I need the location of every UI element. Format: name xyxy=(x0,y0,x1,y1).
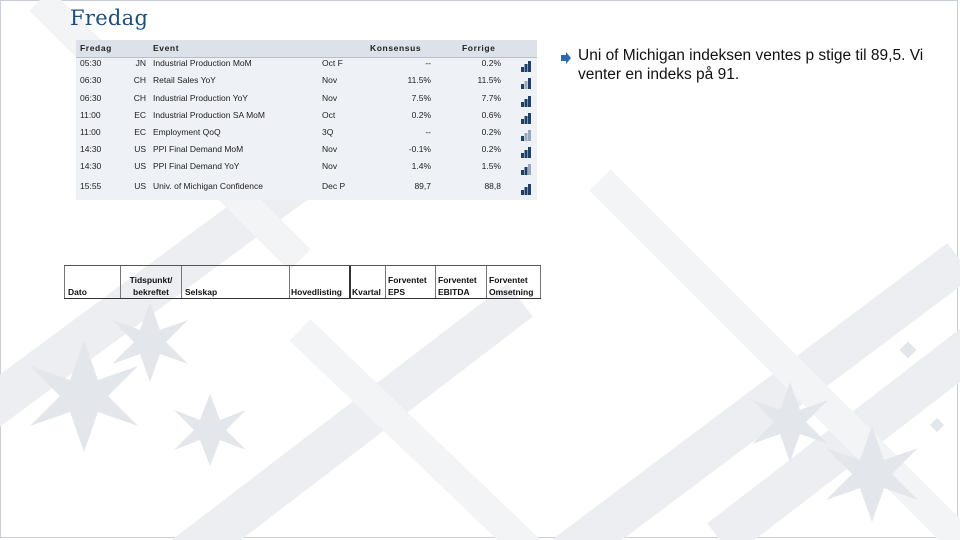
signal-bars-icon[interactable] xyxy=(520,95,532,107)
signal-bars-icon[interactable] xyxy=(520,112,532,124)
row-previous: 1.5% xyxy=(481,161,501,171)
header-consensus: Konsensus xyxy=(370,43,422,53)
header-company: Selskap xyxy=(185,287,218,297)
row-period: Oct xyxy=(322,110,336,120)
row-event: PPI Final Demand MoM xyxy=(153,144,244,154)
row-period: 3Q xyxy=(322,127,334,137)
arrow-bullet-icon xyxy=(560,50,572,62)
header-expected-revenue: Forventet Omsetning xyxy=(489,275,534,297)
column-divider xyxy=(385,266,386,298)
row-previous: 0.2% xyxy=(481,58,501,68)
signal-bars-icon[interactable] xyxy=(520,163,532,175)
signal-bars-icon[interactable] xyxy=(520,77,532,89)
row-time: 14:30 xyxy=(80,161,102,171)
row-previous: 11.5% xyxy=(477,75,501,85)
column-divider xyxy=(64,266,65,298)
row-country: CH xyxy=(133,93,146,103)
row-event: Employment QoQ xyxy=(153,127,221,137)
row-period: Nov xyxy=(322,144,338,154)
row-country: US xyxy=(134,181,146,191)
earnings-table xyxy=(64,265,541,299)
header-expected-ebitda: Forventet EBITDA xyxy=(438,275,477,297)
row-consensus: -- xyxy=(425,127,431,137)
table-row xyxy=(76,58,537,74)
row-consensus: 89,7 xyxy=(414,181,431,191)
row-consensus: 11.5% xyxy=(407,75,431,85)
column-divider xyxy=(486,266,487,298)
row-previous: 0.2% xyxy=(481,127,501,137)
row-previous: 0.6% xyxy=(481,110,501,120)
row-event: PPI Final Demand YoY xyxy=(153,161,240,171)
header-primary-listing: Hovedlisting xyxy=(291,287,343,297)
row-country: US xyxy=(134,161,146,171)
row-event: Univ. of Michigan Confidence xyxy=(153,181,263,191)
row-time: 15:55 xyxy=(80,181,102,191)
column-divider xyxy=(181,266,182,298)
table-row xyxy=(76,144,537,160)
table-row xyxy=(76,110,537,126)
table-row xyxy=(76,161,537,177)
row-time: 14:30 xyxy=(80,144,102,154)
row-consensus: 1.4% xyxy=(411,161,431,171)
row-country: EC xyxy=(134,110,146,120)
row-event: Industrial Production MoM xyxy=(153,58,252,68)
row-event: Retail Sales YoY xyxy=(153,75,216,85)
header-quarter: Kvartal xyxy=(352,287,381,297)
row-previous: 7.7% xyxy=(481,93,501,103)
row-country: JN xyxy=(135,58,146,68)
header-previous: Forrige xyxy=(462,43,496,53)
row-event: Industrial Production YoY xyxy=(153,93,248,103)
signal-bars-icon[interactable] xyxy=(520,146,532,158)
row-previous: 88,8 xyxy=(484,181,501,191)
header-event: Event xyxy=(153,43,180,53)
row-country: EC xyxy=(134,127,146,137)
row-period: Nov xyxy=(322,93,338,103)
row-period: Dec P xyxy=(322,181,346,191)
row-country: CH xyxy=(133,75,146,85)
row-previous: 0.2% xyxy=(481,144,501,154)
row-event: Industrial Production SA MoM xyxy=(153,110,265,120)
signal-bars-icon[interactable] xyxy=(520,60,532,72)
row-consensus: -0.1% xyxy=(408,144,431,154)
commentary-text: Uni of Michigan indeksen ventes p stige til 89,5. Vi venter en indeks på 91. xyxy=(578,47,924,83)
column-divider xyxy=(289,266,290,298)
row-period: Nov xyxy=(322,75,338,85)
header-day: Fredag xyxy=(80,43,112,53)
header-date: Dato xyxy=(68,287,87,297)
row-country: US xyxy=(134,144,146,154)
signal-bars-icon[interactable] xyxy=(520,183,532,195)
row-consensus: -- xyxy=(425,58,431,68)
table-row xyxy=(76,93,537,109)
row-period: Nov xyxy=(322,161,338,171)
row-consensus: 0.2% xyxy=(411,110,431,120)
row-consensus: 7.5% xyxy=(411,93,431,103)
table-row xyxy=(76,181,537,197)
row-time: 06:30 xyxy=(80,75,102,85)
row-time: 11:00 xyxy=(80,127,101,137)
row-time: 05:30 xyxy=(80,58,102,68)
row-period: Oct F xyxy=(322,58,343,68)
column-divider xyxy=(349,266,351,298)
table-row xyxy=(76,127,537,143)
page-title: Fredag xyxy=(70,6,149,30)
column-divider xyxy=(435,266,436,298)
economic-calendar-table xyxy=(76,40,537,200)
row-time: 11:00 xyxy=(80,110,101,120)
table-row xyxy=(76,75,537,91)
column-divider xyxy=(120,266,121,298)
table-header xyxy=(76,40,537,58)
row-time: 06:30 xyxy=(80,93,102,103)
signal-bars-icon[interactable] xyxy=(520,129,532,141)
header-time-confirmed: Tidspunkt/ bekreftet xyxy=(129,275,173,297)
header-expected-eps: Forventet EPS xyxy=(388,275,427,297)
